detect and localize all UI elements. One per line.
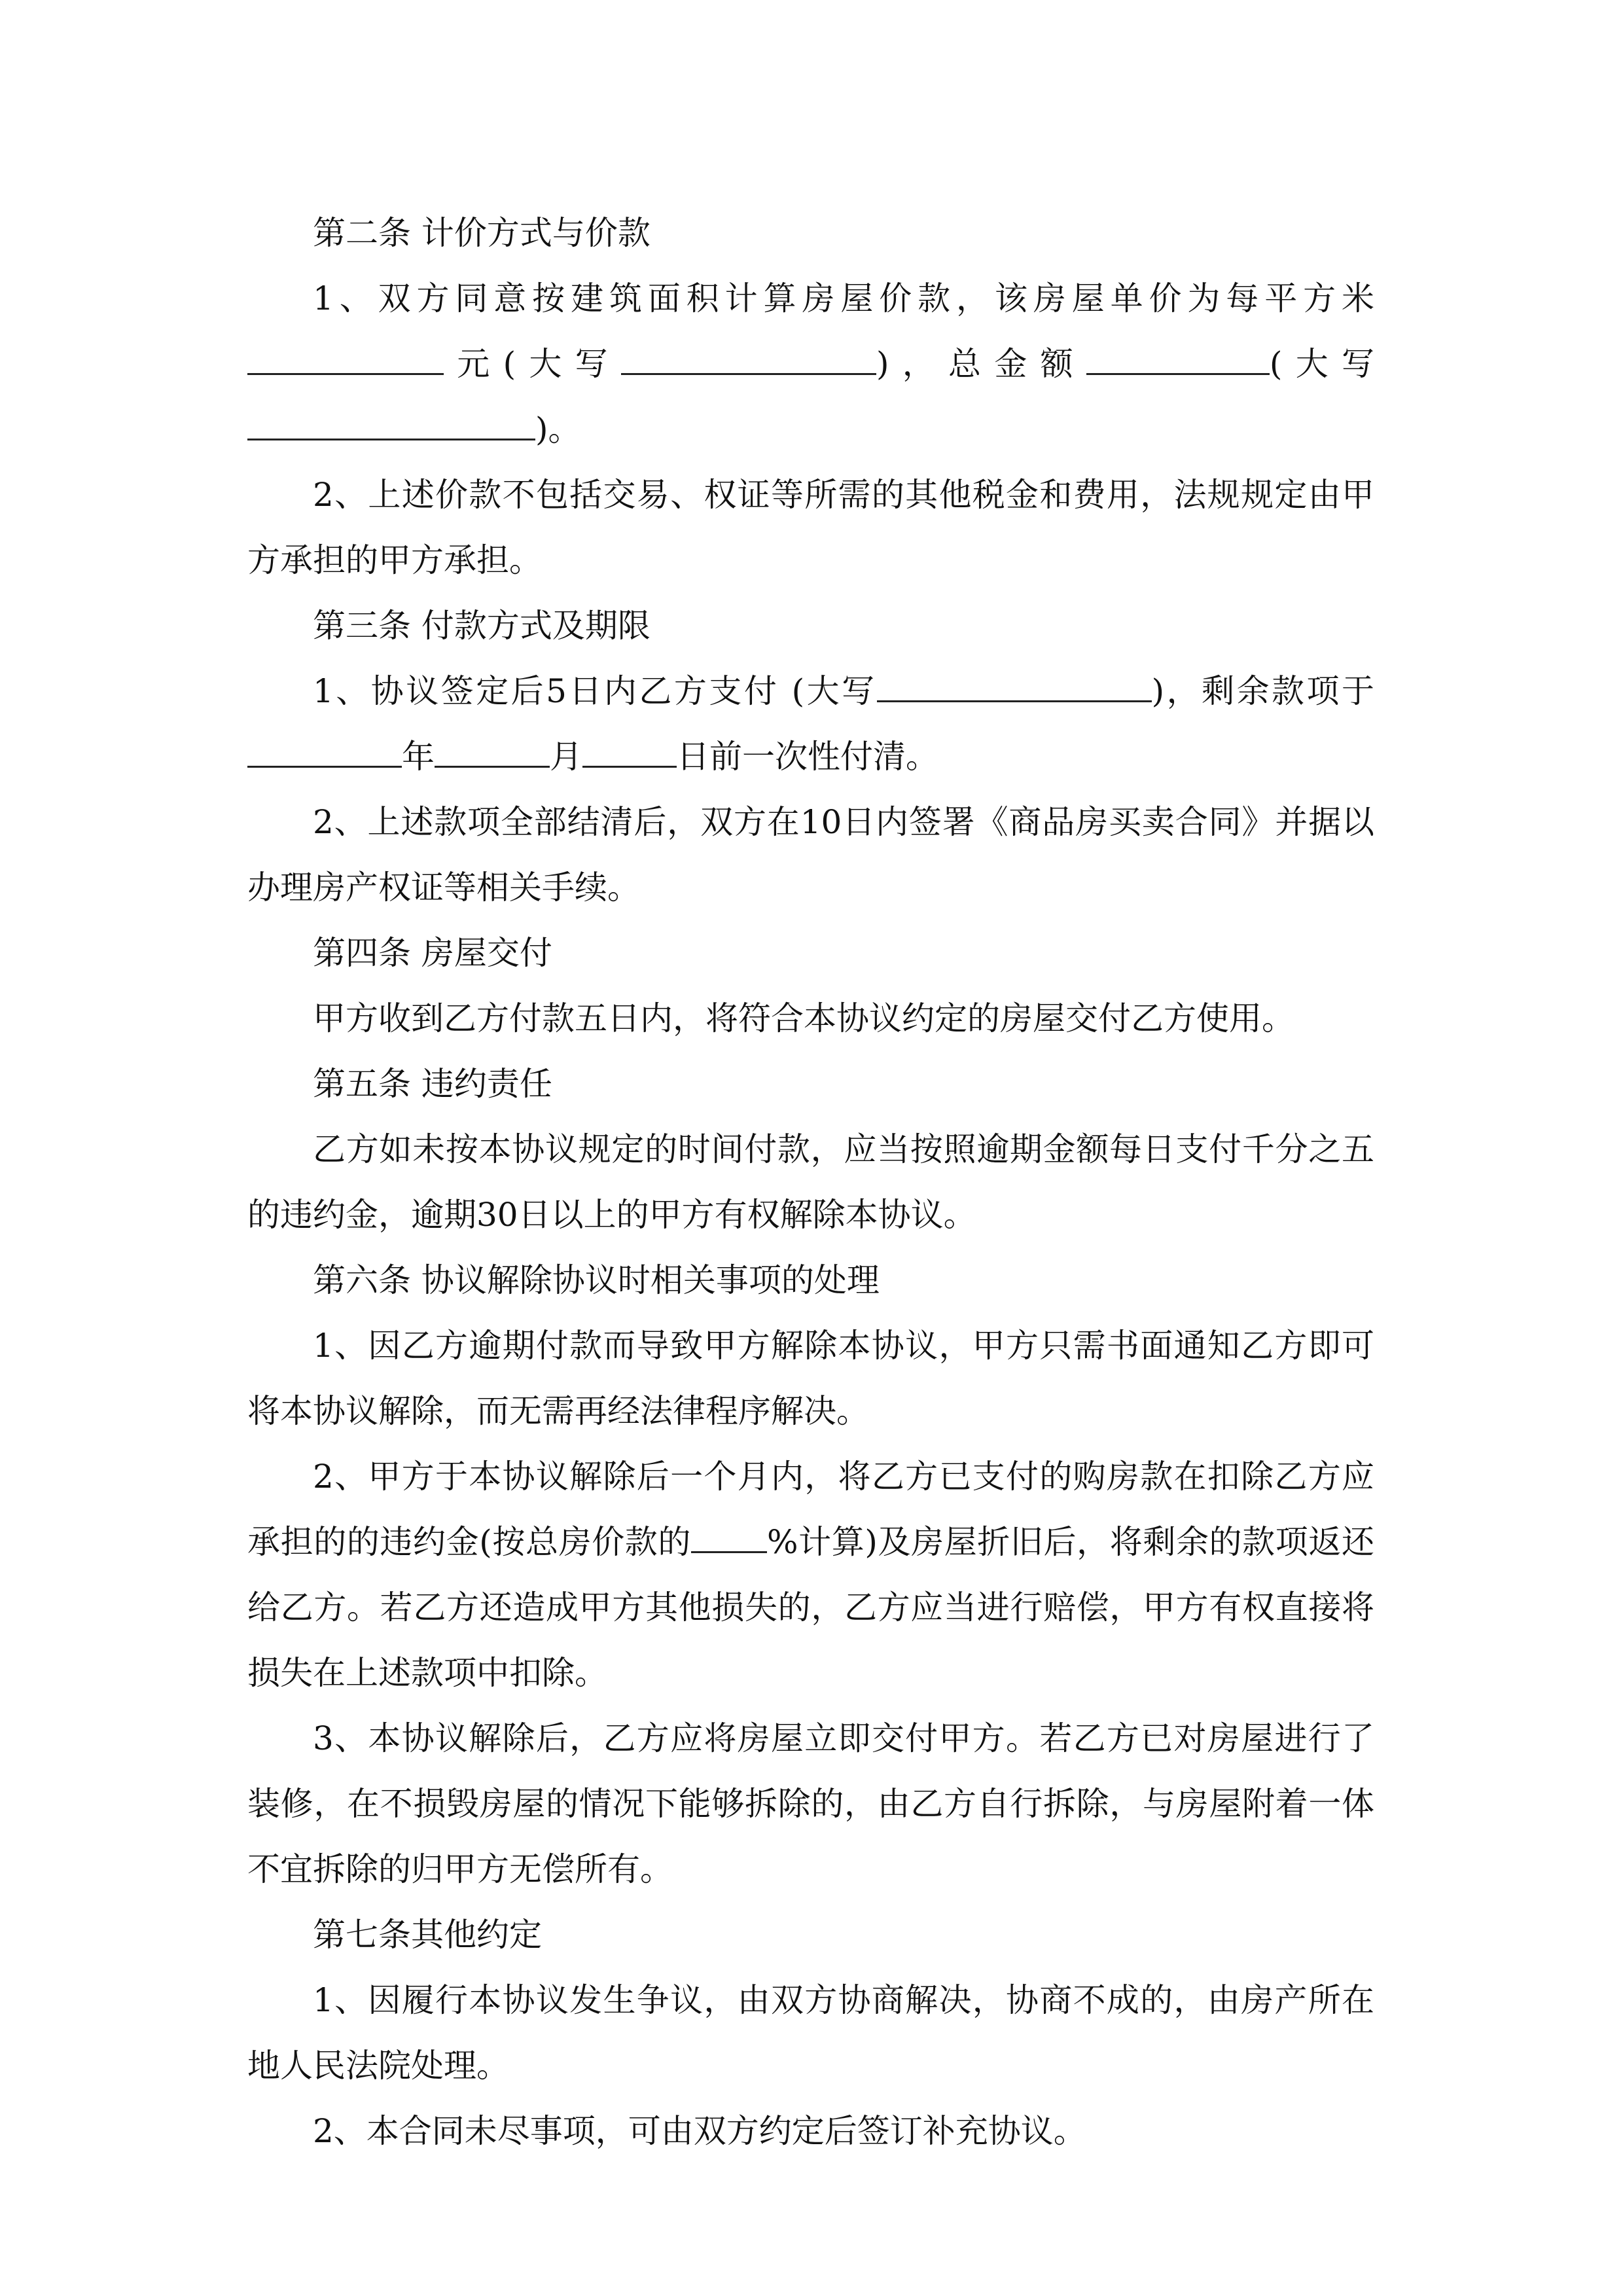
clause-text: )，剩余款项于: [1151, 672, 1374, 710]
article-6-clause-2: [247, 1444, 1374, 1706]
clause-text: 元(大写: [444, 345, 621, 383]
payment-capital-blank: [877, 668, 1152, 702]
article-4-clause-1: 甲方收到乙方付款五日内，将符合本协议约定的房屋交付乙方使用。: [313, 999, 1294, 1037]
unit-price-capital-blank: [621, 340, 876, 375]
unit-price-blank: [247, 340, 444, 375]
article-7-clause-2: 2、本合同未尽事项，可由双方约定后签订补充协议。: [313, 2112, 1086, 2150]
month-blank: [435, 733, 550, 768]
clause-text: 1、双方同意按建筑面积计算房屋价款，该房屋单价为每平方米: [313, 279, 1374, 317]
article-3-clause-2: 2、上述款项全部结清后，双方在10日内签署《商品房买卖合同》并据以办理房产权证等相关手续。: [247, 803, 1374, 906]
clause-text: )，总金额: [876, 345, 1086, 383]
clause-text: (大写: [1269, 345, 1374, 383]
article-2-heading: 第二条 计价方式与价款: [313, 214, 651, 252]
article-5-heading: 第五条 违约责任: [313, 1065, 552, 1103]
article-2-clause-1: [247, 266, 1374, 462]
article-2-clause-2: 2、上述价款不包括交易、权证等所需的其他税金和费用，法规规定由甲方承担的甲方承担。: [247, 476, 1374, 579]
article-6-heading: 第六条 协议解除协议时相关事项的处理: [313, 1261, 880, 1299]
article-3-heading: 第三条 付款方式及期限: [313, 607, 651, 645]
year-label: 年: [402, 738, 435, 776]
day-label: 日前一次性付清。: [677, 738, 938, 776]
clause-text: 1、协议签定后5日内乙方支付 (大写: [313, 672, 877, 710]
clause-text: 2、甲方于本协议解除后一个月内，将乙方已支付的购房款在扣除乙方应承担的的违约金(按总房价款的: [247, 1458, 1374, 1561]
clause-text: %计算)及房屋折旧后，将剩余的款项返还给乙方。若乙方还造成甲方其他损失的，乙方应当进行赔偿，甲方有权直接将损失在上述款项中扣除。: [247, 1523, 1374, 1692]
clause-text: )。: [535, 410, 581, 448]
article-7-heading: 第七条其他约定: [313, 1916, 542, 1954]
article-6-clause-3: 3、本协议解除后，乙方应将房屋立即交付甲方。若乙方已对房屋进行了装修，在不损毁房屋的情况下能够拆除的，由乙方自行拆除，与房屋附着一体不宜拆除的归甲方无偿所有。: [247, 1719, 1374, 1888]
article-5-clause-1: 乙方如未按本协议规定的时间付款，应当按照逾期金额每日支付千分之五的违约金，逾期30日以上的甲方有权解除本协议。: [247, 1130, 1374, 1234]
percentage-blank: [691, 1518, 767, 1553]
article-3-clause-1: [247, 658, 1374, 789]
total-amount-blank: [1086, 340, 1270, 375]
day-blank: [582, 733, 677, 768]
document-body: [247, 200, 1374, 2164]
year-blank: [247, 733, 402, 768]
article-6-clause-1: 1、因乙方逾期付款而导致甲方解除本协议，甲方只需书面通知乙方即可将本协议解除，而无需再经法律程序解决。: [247, 1327, 1374, 1430]
total-amount-capital-blank: [247, 406, 535, 440]
month-label: 月: [550, 738, 582, 776]
article-4-heading: 第四条 房屋交付: [313, 934, 552, 972]
article-7-clause-1: 1、因履行本协议发生争议，由双方协商解决，协商不成的，由房产所在地人民法院处理。: [247, 1981, 1374, 2085]
